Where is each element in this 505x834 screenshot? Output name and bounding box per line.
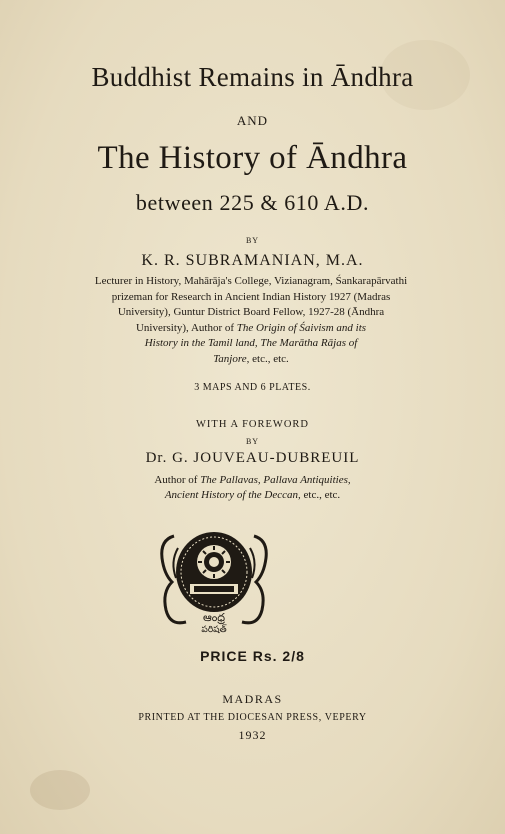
author-desc-line: Lecturer in History, Mahārāja's College, Vizianagram, Śankarapārvathi <box>94 275 408 287</box>
imprint-printer: PRINTED AT THE DIOCESAN PRESS, VEPERY <box>138 712 367 723</box>
author-desc-line: prizeman for Research in Ancient Indian History 1927 (Madras <box>111 290 391 303</box>
foreword-work-title: Ancient History of the Deccan, <box>164 489 301 501</box>
author-desc-text: etc., etc. <box>252 352 289 365</box>
seal-text-line-2: పరిషత్ <box>201 625 227 634</box>
author-work-title: Tanjore, <box>213 352 250 365</box>
imprint-year: 1932 <box>238 728 267 742</box>
price: PRICE Rs. 2/8 <box>200 648 305 664</box>
title-connector: AND <box>236 113 269 128</box>
foreword-author-name: Dr. G. JOUVEAU-DUBREUIL <box>145 450 360 466</box>
imprint-place: MADRAS <box>222 692 283 706</box>
author-work-title: History in the Tamil land, The Marātha Rājas of <box>144 337 358 349</box>
title-line-1: Buddhist Remains in Āndhra <box>91 62 414 92</box>
author-work-title: The Origin of Śaivism and its <box>236 321 367 334</box>
author-desc-line: University), Guntur District Board Fellow, 1927-28 (Āndhra <box>117 306 385 318</box>
foreword-etc: etc., etc. <box>303 489 341 501</box>
title-line-2: The History of Āndhra <box>97 140 408 176</box>
publisher-seal-emblem <box>156 522 272 634</box>
author-description <box>16 274 486 367</box>
foreword-intro: WITH A FOREWORD <box>196 419 309 430</box>
by-label: BY <box>245 236 260 245</box>
title-dates: between 225 & 610 A.D. <box>135 190 370 215</box>
author-desc-line <box>16 321 486 337</box>
seal-text-line-1: ఆంధ్ర <box>202 611 226 624</box>
author-desc-text: University), Author of <box>135 321 235 334</box>
author-desc-line <box>16 352 486 368</box>
maps-plates-note: 3 MAPS AND 6 PLATES. <box>194 382 311 393</box>
foreword-works-line <box>0 488 505 503</box>
foreword-author-works <box>0 473 505 503</box>
foreword-author-of: Author of <box>154 474 198 486</box>
author-name: K. R. SUBRAMANIAN, M.A. <box>141 252 364 269</box>
foreword-work-title: The Pallavas, Pallava Antiquities, <box>200 474 351 486</box>
author-desc-line <box>16 336 486 352</box>
paper-stain <box>30 770 90 810</box>
foreword-works-line <box>0 473 505 488</box>
foreword-by-label: BY <box>245 437 260 446</box>
